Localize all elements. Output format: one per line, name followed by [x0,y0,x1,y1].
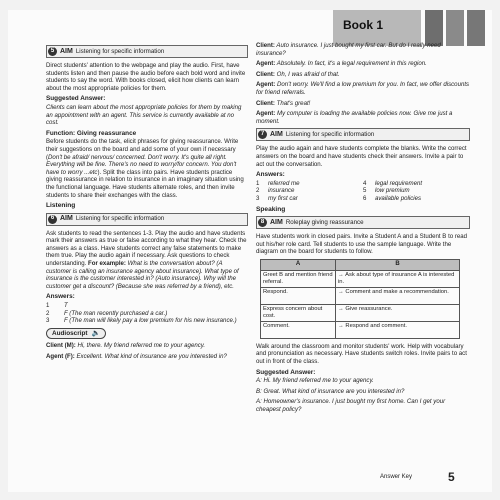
suggested-heading: Suggested Answer: [46,95,106,103]
header-stripes [425,10,485,46]
script-line: Agent (F): Excellent. What kind of insurance are you interested in? [46,353,227,360]
function-heading: Function: Giving reassurance [46,129,137,137]
roleplay-diagram [260,259,460,339]
aim-7-header [256,128,470,141]
diagram-cell: → Comment and make a recommendation. [336,287,460,304]
listening-heading: Listening [46,202,76,210]
answers-heading: Answers: [46,293,75,301]
suggested-line: A: Homeowner's insurance. I just bought my first home. Can I get your cheapest policy? [256,398,446,414]
dialog-line: Agent: Absolutely. In fact, it's a legal requirement in this region. [256,60,427,68]
diagram-cell: → Ask about type of insurance A is interested in. [336,270,460,287]
diagram-head-b: B [336,259,460,270]
page-number: 5 [448,470,455,484]
paragraph: Direct students' attention to the webpage and play the audio. First, have students listen and then pause the audio before each bold word and invite students to say the word. With books closed, elicit how clients can learn about the most appropriate policies for them. [46,62,246,92]
answers-grid: 1 referred me 4 legal requirement 2 insurance 5 low premium 3 my first car 6 available policies [256,179,423,202]
right-column [256,42,470,417]
suggested-line: A: Hi. My friend referred me to your agency. [256,377,374,385]
dialog-line: Client: That's great! [256,99,311,107]
aim-number: 5 [48,47,57,56]
diagram-cell: Comment. [261,321,336,338]
paragraph: Play the audio again and have students complete the blanks. Write the correct answers on the board and have students check their answers. Invite a pair to act out the conversation. [256,145,467,168]
paragraph: Ask students to read the sentences 1-3. Play the audio and have students mark their answers as true or false according to what they hear. Check the answers as a class. Have students correct any false statements to make them true. Play the audio again if necessary. Ask questions to check understanding. For example: What is the conversation about? (A customer is calling an insurance agency about insurance). What type of insurance is the customer interested in? (Auto insurance). Why will the customer get a discount? (Because she was referred by a friend), etc. [46,229,247,290]
function-paragraph: Before students do the task, elicit phrases for giving reassurance. Write their suggestions on the board and add some of your own if necessary (Don't be afraid/ nervous/ concerned. Don't worry. It's quite all right. Everything will be fine. There's no need to worry/for concern. You don't have to worry ...etc). Split the class into pairs. Have students practice giving reassurance in relation to insurance in an imaginary situation using the functional language. Have students alternate roles, and then invite students to share their exchanges with the class. [46,138,244,199]
aim-tag: AIM [270,218,283,226]
book-label: Book 1 [343,18,384,32]
arrow-icon: → [338,305,346,312]
dialog-line: Agent: Don't worry. We'll find a low premium for you. In fact, we offer discounts for friend referrals. [256,81,470,96]
dialog-line: Client: Oh, I was afraid of that. [256,70,340,78]
aim-number: 8 [258,218,267,227]
aim-text: Listening for specific information [285,131,375,139]
dialog-line: Client: Auto insurance. I just bought my first car. But do I really need insurance? [256,42,441,57]
speaking-heading: Speaking [256,205,286,213]
arrow-icon: → [338,288,346,295]
dialog-line: Agent: My computer is loading the available policies now. Give me just a moment. [256,110,453,125]
left-column [46,42,248,364]
diagram-cell: → Give reassurance. [336,304,460,321]
answers-list: 1 T 2 F (The man recently purchased a car.) 3 F (The man will likely pay a low premium for his new insurance.) [46,302,237,325]
aim-text: Roleplay giving reassurance [285,218,364,226]
diagram-cell: Respond. [261,287,336,304]
aim-8-header [256,216,470,229]
paragraph: Have students work in closed pairs. Invite a Student A and a Student B to read out his/her role card. Tell students to use the sample language. Write the diagram on the board for students to follow. [256,233,468,256]
diagram-cell: Greet B and mention friend referral. [261,270,336,287]
aim-6-header [46,213,248,226]
audioscript-label: Audioscript 🔈 [46,328,106,340]
arrow-icon: → [338,322,346,329]
diagram-cell: Express concern about cost. [261,304,336,321]
aim-text: Listening for specific information [75,215,165,223]
suggested-answer: Clients can learn about the most appropriate policies for them by making an appointment with an agent. This service is currently available at no cost. [46,103,242,127]
suggested-line: B: Great. What kind of insurance are you interested in? [256,387,405,395]
aim-tag: AIM [60,47,73,55]
aim-text: Listening for specific information [75,47,165,55]
footer-label: Answer Key [380,474,413,480]
arrow-icon: → [338,271,346,278]
aim-tag: AIM [270,131,283,139]
aim-number: 6 [48,215,57,224]
aim-tag: AIM [60,215,73,223]
diagram-head-a: A [261,259,336,270]
diagram-cell: → Respond and comment. [336,321,460,338]
aim-5-header [46,45,248,58]
script-line: Client (M): Hi, there. My friend referred me to your agency. [46,342,206,350]
answers-heading: Answers: [256,171,285,179]
aim-number: 7 [258,130,267,139]
paragraph: Walk around the classroom and monitor students' work. Help with vocabulary and pronunciation as necessary. Have students switch roles. Invite pairs to act out in front of the class. [256,342,467,366]
speaker-icon: 🔈 [91,329,101,337]
suggested-heading: Suggested Answer: [256,368,316,376]
